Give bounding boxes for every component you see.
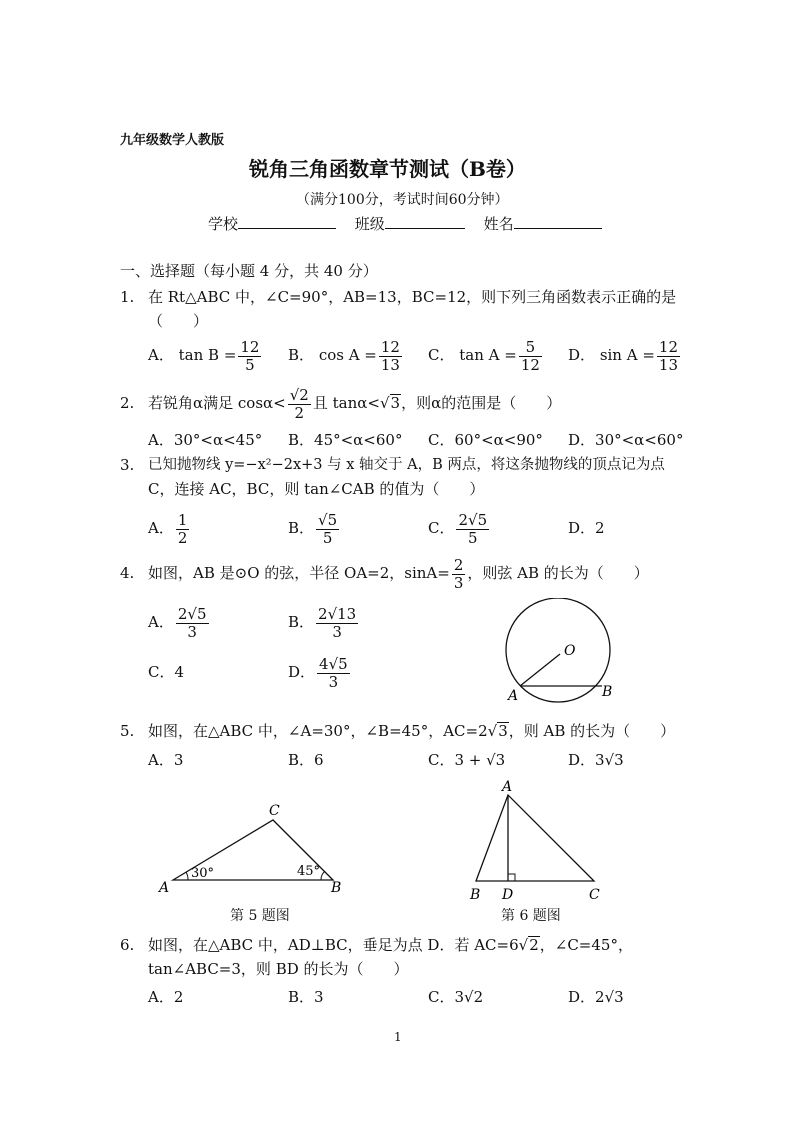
q6-number: 6. [120, 936, 135, 954]
q3-stem-line1: 已知抛物线 y=−x²−2x+3 与 x 轴交于 A，B 两点，将这条抛物线的顶点记为点 [148, 457, 665, 473]
q2-option-a[interactable]: A．30°<α<45° [148, 431, 263, 449]
label-o: O [564, 643, 576, 659]
label-c: C [269, 803, 280, 819]
q1-number: 1. [120, 288, 135, 306]
label-b: B [331, 880, 342, 896]
q1-option-c[interactable]: C． tan A = $\frac{5}{12}$ [428, 337, 540, 374]
page-subtitle: （满分100分，考试时间60分钟） [296, 192, 509, 208]
q3-option-c[interactable]: C． $\frac{2√5}{5}$ [428, 510, 488, 547]
edition-label: 九年级数学人教版 [120, 133, 225, 148]
class-field[interactable] [385, 214, 465, 229]
q6-option-d[interactable]: D．2√3 [568, 988, 624, 1006]
q5-stem: 如图，在△ABC 中，∠A=30°，∠B=45°，AC=2√3，则 AB 的长为（ ） [148, 722, 676, 740]
angle-b-arc [321, 871, 325, 880]
q5-figure-caption: 第 5 题图 [230, 908, 290, 924]
q6-option-a[interactable]: A．2 [148, 988, 184, 1006]
q2-number: 2. [120, 394, 135, 412]
label-angle-b: 45° [297, 864, 321, 879]
q6-triangle-figure [462, 775, 612, 903]
q1-answer-paren: （ ） [148, 312, 209, 330]
q6-option-b[interactable]: B．3 [288, 988, 324, 1006]
q2-stem: 若锐角α满足 cosα< $\frac{√2}{2}$ 且 tanα<√3，则α的范围是（ ） [148, 385, 562, 422]
q4-option-a[interactable]: A． $\frac{2√5}{3}$ [148, 604, 207, 641]
label-b: B [602, 684, 613, 700]
q3-option-b[interactable]: B． $\frac{√5}{5}$ [288, 510, 338, 547]
q5-triangle-figure [155, 800, 355, 900]
q1-option-a[interactable]: A． tan B = $\frac{12}{5}$ [148, 337, 260, 374]
name-label: 姓名 [483, 215, 514, 233]
class-label: 班级 [354, 215, 385, 233]
q5-option-c[interactable]: C．3 + √3 [428, 751, 506, 769]
q2-option-c[interactable]: C．60°<α<90° [428, 431, 543, 449]
q2-option-d[interactable]: D．30°<α<60° [568, 431, 684, 449]
q4-option-c[interactable]: C．4 [148, 663, 185, 681]
q4-option-d[interactable]: D． $\frac{4√5}{3}$ [288, 654, 348, 691]
q4-number: 4. [120, 564, 135, 582]
q6-option-c[interactable]: C．3√2 [428, 988, 484, 1006]
student-info-row [208, 214, 602, 234]
school-label: 学校 [208, 215, 239, 233]
school-field[interactable] [238, 214, 336, 229]
label-a: A [159, 880, 170, 896]
q3-stem-line2: C，连接 AC，BC，则 tan∠CAB 的值为（ ） [148, 480, 485, 498]
q2-option-b[interactable]: B．45°<α<60° [288, 431, 403, 449]
q6-stem-line1: 如图，在△ABC 中，AD⊥BC，垂足为点 D．若 AC=6√2，∠C=45°， [148, 936, 633, 954]
q4-option-b[interactable]: B． $\frac{2√13}{3}$ [288, 604, 357, 641]
q5-option-a[interactable]: A．3 [148, 751, 184, 769]
label-a: A [502, 779, 513, 795]
label-angle-a: 30° [191, 866, 215, 881]
page-title: 锐角三角函数章节测试（B卷） [249, 157, 526, 181]
q6-stem-line2: tan∠ABC=3，则 BD 的长为（ ） [148, 960, 409, 978]
label-d: D [502, 887, 514, 903]
q5-option-d[interactable]: D．3√3 [568, 751, 624, 769]
label-c: C [589, 887, 600, 903]
radius-oa [520, 654, 560, 686]
name-field[interactable] [514, 214, 602, 229]
triangle-abc [476, 795, 594, 881]
q1-option-b[interactable]: B． cos A = $\frac{12}{13}$ [288, 337, 400, 374]
q3-option-a[interactable]: A． $\frac{1}{2}$ [148, 510, 188, 547]
q3-option-d[interactable]: D．2 [568, 519, 605, 537]
label-b: B [470, 887, 481, 903]
angle-a-arc [186, 872, 188, 880]
q1-stem: 在 Rt△ABC 中，∠C=90°，AB=13，BC=12，则下列三角函数表示正确的是 [148, 288, 677, 306]
q1-option-d[interactable]: D． sin A = $\frac{12}{13}$ [568, 337, 678, 374]
q5-option-b[interactable]: B．6 [288, 751, 324, 769]
q3-number: 3. [120, 456, 135, 474]
q6-figure-caption: 第 6 题图 [501, 908, 561, 924]
q5-number: 5. [120, 722, 135, 740]
label-a: A [508, 688, 519, 704]
q4-circle-figure [498, 598, 628, 710]
page-number: 1 [394, 1030, 402, 1044]
section-heading: 一、选择题（每小题 4 分，共 40 分） [120, 262, 378, 280]
right-angle-mark [508, 874, 515, 881]
q4-stem: 如图，AB 是⊙O 的弦，半径 OA=2，sinA= $\frac{2}{3}$ ，则弦 AB 的长为（ ） [148, 555, 649, 592]
